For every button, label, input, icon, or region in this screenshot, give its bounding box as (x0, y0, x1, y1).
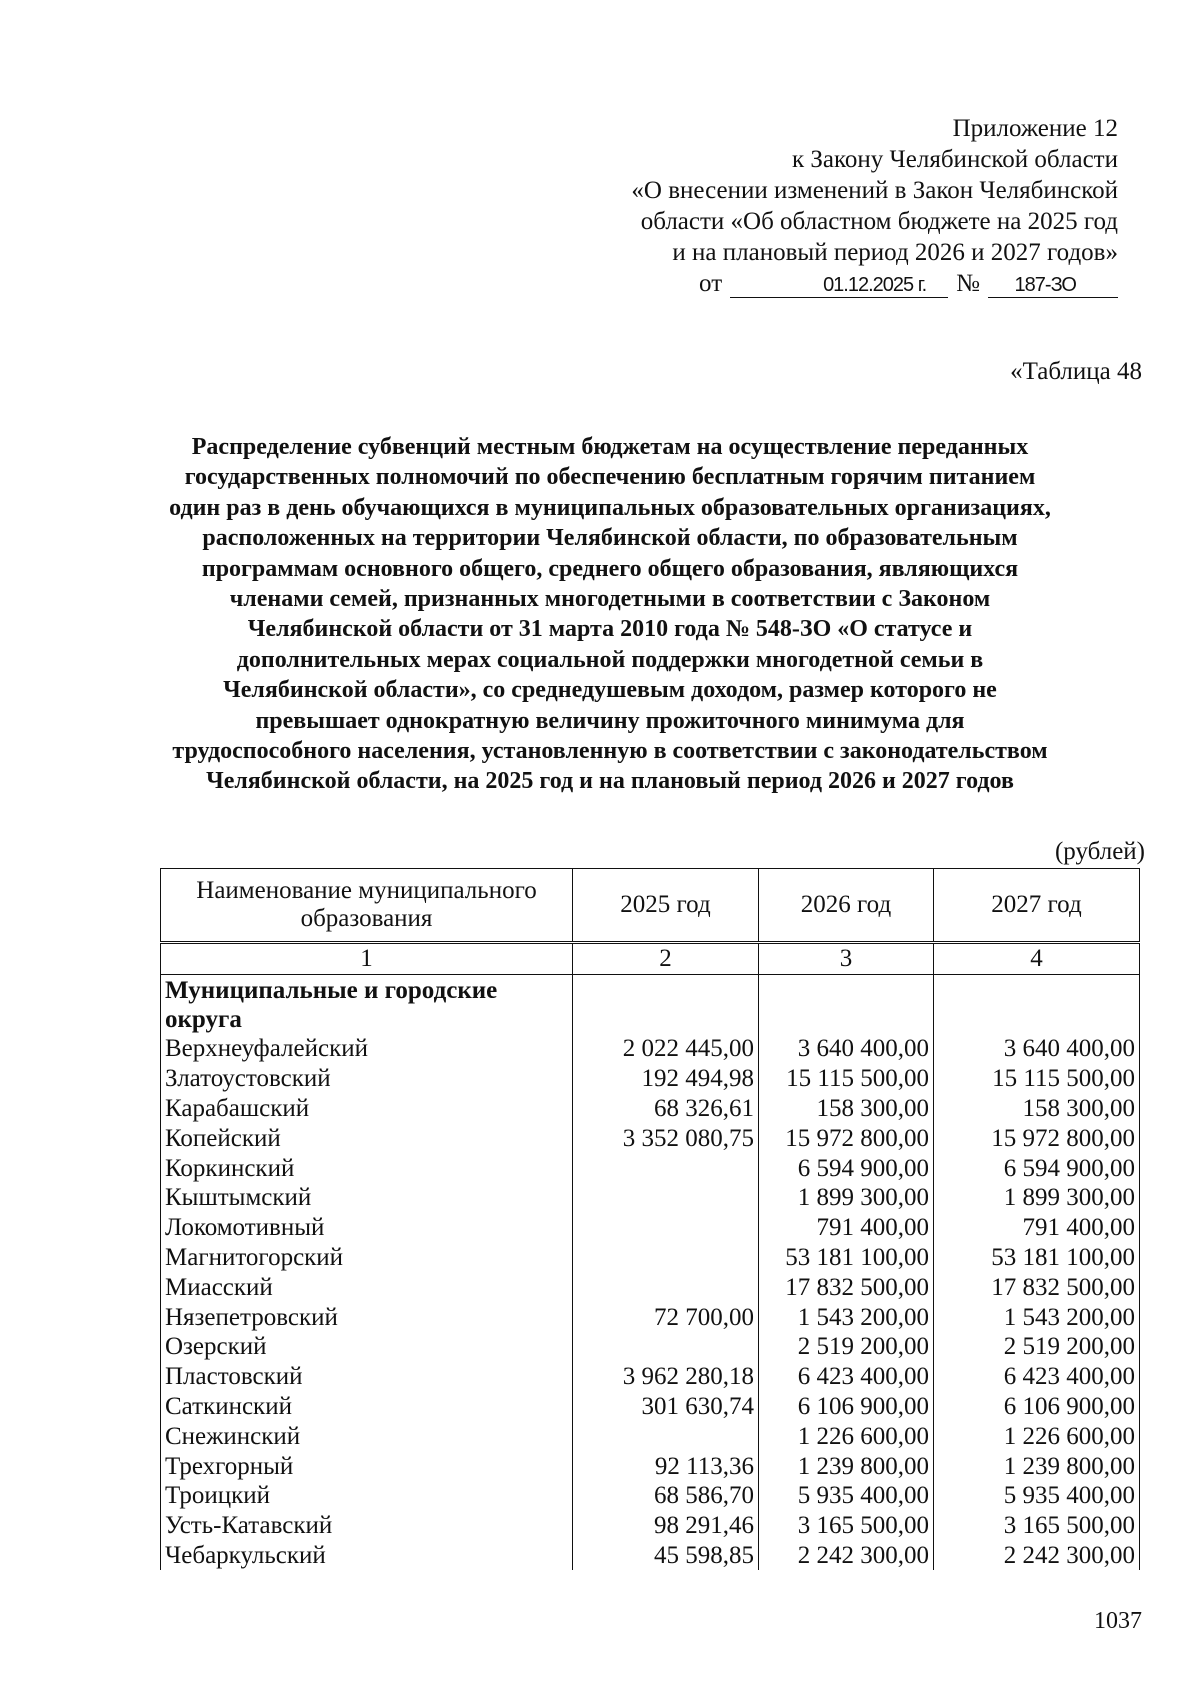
column-number: 3 (759, 943, 934, 975)
value-2027: 791 400,00 (934, 1213, 1140, 1243)
value-2027: 15 972 800,00 (934, 1123, 1140, 1153)
appendix-line: и на плановый период 2026 и 2027 годов» (672, 239, 1118, 266)
value-2026: 6 423 400,00 (759, 1362, 934, 1392)
value-2025: 3 352 080,75 (573, 1123, 759, 1153)
municipality-name: Коркинский (161, 1153, 573, 1183)
table-row (161, 1153, 1140, 1183)
value-2026: 2 242 300,00 (759, 1541, 934, 1571)
law-date: 01.12.2025 г. (730, 273, 948, 298)
value-2026: 1 226 600,00 (759, 1421, 934, 1451)
value-2027: 6 423 400,00 (934, 1362, 1140, 1392)
table-row (161, 1392, 1140, 1422)
table-row (161, 1451, 1140, 1481)
appendix-line: к Закону Челябинской области (792, 146, 1118, 173)
table-header-row (161, 869, 1140, 943)
title-line: государственных полномочий по обеспечению бесплатным горячим питанием (184, 464, 1036, 491)
value-2027: 17 832 500,00 (934, 1272, 1140, 1302)
column-header-2027: 2027 год (934, 869, 1140, 943)
table-row (161, 1511, 1140, 1541)
value-2027: 1 543 200,00 (934, 1302, 1140, 1332)
municipality-name: Верхнеуфалейский (161, 1034, 573, 1064)
value-2026: 6 594 900,00 (759, 1153, 934, 1183)
value-2026: 158 300,00 (759, 1094, 934, 1124)
table-row (161, 1034, 1140, 1064)
subvention-table (160, 868, 1140, 1570)
title-line: трудоспособного населения, установленную в соответствии с законодательством (172, 738, 1048, 765)
value-2027: 1 239 800,00 (934, 1451, 1140, 1481)
municipality-name: Миасский (161, 1272, 573, 1302)
value-2027: 1 899 300,00 (934, 1183, 1140, 1213)
title-line: расположенных на территории Челябинской области, по образовательным (202, 525, 1018, 552)
table-row (161, 1064, 1140, 1094)
appendix-line: Приложение 12 (952, 115, 1118, 142)
value-2026: 3 165 500,00 (759, 1511, 934, 1541)
table-label: «Таблица 48 (1010, 358, 1142, 385)
municipality-name: Кыштымский (161, 1183, 573, 1213)
municipality-name: Чебаркульский (161, 1541, 573, 1571)
table-row (161, 1094, 1140, 1124)
table-row (161, 1213, 1140, 1243)
value-2025: 98 291,46 (573, 1511, 759, 1541)
units-label: (рублей) (1054, 838, 1145, 865)
title-line: Челябинской области, на 2025 год и на плановый период 2026 и 2027 годов (206, 768, 1014, 795)
appendix-header (558, 113, 1118, 299)
value-2025 (573, 1183, 759, 1213)
value-2026: 15 115 500,00 (759, 1064, 934, 1094)
appendix-line: области «Об областном бюджете на 2025 год (640, 208, 1118, 235)
value-2025: 3 962 280,18 (573, 1362, 759, 1392)
value-2027: 6 594 900,00 (934, 1153, 1140, 1183)
municipality-name: Нязепетровский (161, 1302, 573, 1332)
value-2026: 3 640 400,00 (759, 1034, 934, 1064)
section-title: Муниципальные и городские округа (161, 975, 573, 1035)
value-2025: 68 326,61 (573, 1094, 759, 1124)
value-2027: 53 181 100,00 (934, 1243, 1140, 1273)
value-2026: 2 519 200,00 (759, 1332, 934, 1362)
value-2025 (573, 1332, 759, 1362)
column-header-2026: 2026 год (759, 869, 934, 943)
number-prefix: № (956, 270, 980, 297)
value-2025 (573, 1421, 759, 1451)
table-row (161, 1302, 1140, 1332)
value-2026: 6 106 900,00 (759, 1392, 934, 1422)
municipality-name: Локомотивный (161, 1213, 573, 1243)
value-2025: 68 586,70 (573, 1481, 759, 1511)
municipality-name: Магнитогорский (161, 1243, 573, 1273)
value-2027: 1 226 600,00 (934, 1421, 1140, 1451)
value-2026: 15 972 800,00 (759, 1123, 934, 1153)
column-number: 1 (161, 943, 573, 975)
table-body (161, 975, 1140, 1571)
value-2025: 192 494,98 (573, 1064, 759, 1094)
value-2026: 1 239 800,00 (759, 1451, 934, 1481)
value-2026: 5 935 400,00 (759, 1481, 934, 1511)
section-row (161, 975, 1140, 1035)
table-row (161, 1332, 1140, 1362)
title-line: Распределение субвенций местным бюджетам на осуществление переданных (191, 434, 1029, 460)
municipality-name: Озерский (161, 1332, 573, 1362)
table-row (161, 1421, 1140, 1451)
value-2026: 17 832 500,00 (759, 1272, 934, 1302)
value-2027: 3 640 400,00 (934, 1034, 1140, 1064)
value-2025 (573, 1243, 759, 1273)
table-row (161, 1183, 1140, 1213)
value-2025: 301 630,74 (573, 1392, 759, 1422)
column-number: 4 (934, 943, 1140, 975)
column-number-row (161, 943, 1140, 975)
title-line: Челябинской области», со среднедушевым доходом, размер которого не (223, 677, 997, 704)
date-prefix: от (699, 270, 723, 297)
value-2027: 158 300,00 (934, 1094, 1140, 1124)
value-2025: 45 598,85 (573, 1541, 759, 1571)
column-header-name: Наименование муниципального образования (161, 869, 573, 943)
value-2025: 2 022 445,00 (573, 1034, 759, 1064)
value-2027: 3 165 500,00 (934, 1511, 1140, 1541)
law-date-number-line (558, 268, 1118, 299)
table-row (161, 1541, 1140, 1571)
value-2027: 15 115 500,00 (934, 1064, 1140, 1094)
municipality-name: Пластовский (161, 1362, 573, 1392)
municipality-name: Карабашский (161, 1094, 573, 1124)
value-2027: 2 519 200,00 (934, 1332, 1140, 1362)
table-row (161, 1272, 1140, 1302)
municipality-name: Снежинский (161, 1421, 573, 1451)
column-number: 2 (573, 943, 759, 975)
page-number: 1037 (1094, 1608, 1142, 1634)
title-line: членами семей, признанных многодетными в соответствии с Законом (229, 586, 991, 613)
title-line: дополнительных мерах социальной поддержки многодетной семьи в (236, 646, 984, 673)
value-2027: 2 242 300,00 (934, 1541, 1140, 1571)
value-2026: 53 181 100,00 (759, 1243, 934, 1273)
table-row (161, 1362, 1140, 1392)
value-2025 (573, 1153, 759, 1183)
value-2025 (573, 1213, 759, 1243)
municipality-name: Саткинский (161, 1392, 573, 1422)
municipality-name: Копейский (161, 1123, 573, 1153)
title-line: превышает однократную величину прожиточного минимума для (255, 707, 965, 734)
value-2025: 92 113,36 (573, 1451, 759, 1481)
value-2027: 6 106 900,00 (934, 1392, 1140, 1422)
column-header-2025: 2025 год (573, 869, 759, 943)
value-2026: 1 899 300,00 (759, 1183, 934, 1213)
municipality-name: Троицкий (161, 1481, 573, 1511)
table-row (161, 1481, 1140, 1511)
value-2025: 72 700,00 (573, 1302, 759, 1332)
title-line: Челябинской области от 31 марта 2010 года № 548-ЗО «О статусе и (247, 616, 973, 643)
value-2026: 791 400,00 (759, 1213, 934, 1243)
appendix-line: «О внесении изменений в Закон Челябинской (631, 177, 1118, 204)
title-line: один раз в день обучающихся в муниципальных образовательных организациях, (169, 494, 1051, 521)
municipality-name: Трехгорный (161, 1451, 573, 1481)
table-row (161, 1123, 1140, 1153)
value-2027: 5 935 400,00 (934, 1481, 1140, 1511)
value-2025 (573, 1272, 759, 1302)
municipality-name: Златоустовский (161, 1064, 573, 1094)
document-title (150, 432, 1070, 797)
law-number: 187-ЗО (988, 273, 1118, 298)
municipality-name: Усть-Катавский (161, 1511, 573, 1541)
title-line: программам основного общего, среднего общего образования, являющихся (201, 555, 1019, 582)
value-2026: 1 543 200,00 (759, 1302, 934, 1332)
table-row (161, 1243, 1140, 1273)
